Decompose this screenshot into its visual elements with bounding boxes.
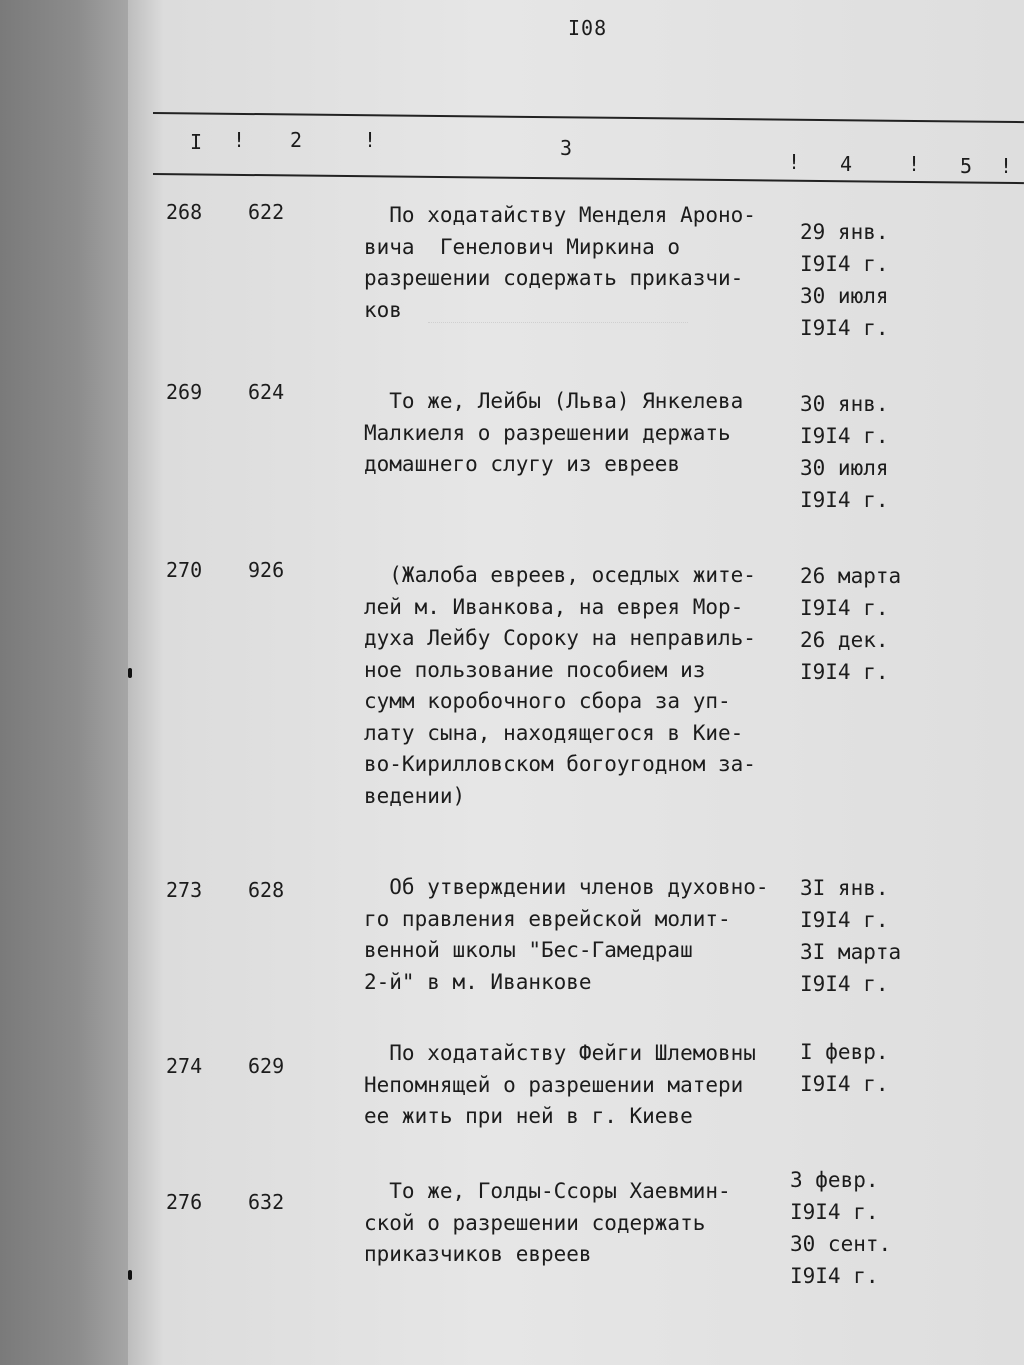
description-line: лату сына, находящегося в Кие- [364,720,744,745]
entry-dates [800,216,889,344]
start-year: I9I4 г. [800,1072,889,1096]
description-line: Малкиеля о разрешении держать [364,420,731,445]
description-line: Об утверждении членов духовно- [364,875,769,899]
start-year: I9I4 г. [800,596,889,620]
file-number: 632 [248,1190,285,1214]
end-date: 30 июля [800,284,889,308]
description-line: разрешении содержать приказчи- [364,266,744,290]
table-bottom-rule [153,173,1024,184]
file-number: 624 [248,380,285,404]
description-line: ков [364,297,402,322]
end-date: 30 июля [800,456,889,480]
entry-number: 268 [166,200,203,224]
start-date: 3 февр. [790,1168,879,1192]
end-year: I9I4 г. [800,972,889,996]
entry-description [364,1176,804,1271]
table-top-rule [153,112,1024,123]
file-number: 629 [248,1054,285,1078]
description-line: вича Генелович Миркина о [364,234,681,259]
entry-number: 273 [166,878,203,902]
entry-dates [800,1036,889,1100]
page-number: I08 [568,16,608,40]
entry-description [364,560,804,812]
file-number: 926 [248,558,285,582]
description-line: 2-й" в м. Иванкове [364,969,592,994]
start-date: 30 янв. [800,392,889,416]
description-line: То же, Голды-Ссоры Хаевмин- [364,1179,731,1203]
header-col-2: 2 [290,128,303,152]
end-date: 30 сент. [790,1232,892,1256]
header-separator: ! [1000,154,1013,178]
start-year: I9I4 г. [800,252,889,276]
description-line: приказчиков евреев [364,1242,592,1266]
entry-description [364,1038,804,1133]
end-year: I9I4 г. [790,1264,879,1288]
header-separator: ! [788,150,801,174]
entry-dates [800,560,901,688]
header-col-1: I [190,130,203,154]
entry-number: 274 [166,1054,203,1078]
entry-dates [790,1164,891,1292]
description-line: домашнего слугу из евреев [364,452,681,476]
entry-dates [800,388,889,516]
description-line: во-Кирилловском богоугодном за- [364,752,756,776]
start-year: I9I4 г. [790,1200,879,1224]
entry-description [364,200,804,326]
description-line: ное пользование пособием из [364,657,706,682]
end-year: I9I4 г. [800,316,889,340]
end-year: I9I4 г. [800,660,889,684]
entry-number: 269 [166,380,203,404]
document-page [128,0,1024,1365]
start-year: I9I4 г. [800,424,889,448]
description-line: По ходатайству Менделя Ароно- [364,203,756,227]
description-line: сумм коробочного сбора за уп- [364,689,731,713]
description-line: Непомнящей о разрешении матери [364,1072,744,1097]
header-col-5: 5 [960,154,973,178]
header-col-4: 4 [840,152,853,176]
header-separator: ! [233,128,246,152]
start-year: I9I4 г. [800,908,889,932]
file-number: 622 [248,200,285,224]
end-date: 3I марта [800,940,902,964]
start-date: 29 янв. [800,220,889,244]
end-year: I9I4 г. [800,488,889,512]
description-line: ской о разрешении содержать [364,1210,706,1235]
start-date: 3I янв. [800,876,889,900]
entry-number: 276 [166,1190,203,1214]
description-line: ее жить при ней в г. Киеве [364,1104,693,1128]
entry-description [364,386,804,481]
start-date: I февр. [800,1040,889,1064]
start-date: 26 марта [800,564,902,588]
description-line: ведении) [364,783,466,808]
entry-number: 270 [166,558,203,582]
entry-dates [800,872,901,1000]
entry-description [364,872,804,998]
file-number: 628 [248,878,285,902]
header-separator: ! [908,152,921,176]
header-col-3: 3 [560,136,573,160]
description-line: То же, Лейбы (Льва) Янкелева [364,389,744,413]
binding-hole-mark [128,668,132,678]
book-gutter [0,0,128,1365]
binding-hole-mark [128,1270,132,1280]
description-line: лей м. Иванкова, на еврея Мор- [364,594,744,619]
end-date: 26 дек. [800,628,889,652]
description-line: го правления еврейской молит- [364,906,731,931]
description-line: венной школы "Бес-Гамедраш [364,938,693,962]
header-separator: ! [364,128,377,152]
description-line: духа Лейбу Сороку на неправиль- [364,626,756,650]
description-line: По ходатайству Фейги Шлемовны [364,1041,756,1065]
description-line: (Жалоба евреев, оседлых жите- [364,563,756,587]
